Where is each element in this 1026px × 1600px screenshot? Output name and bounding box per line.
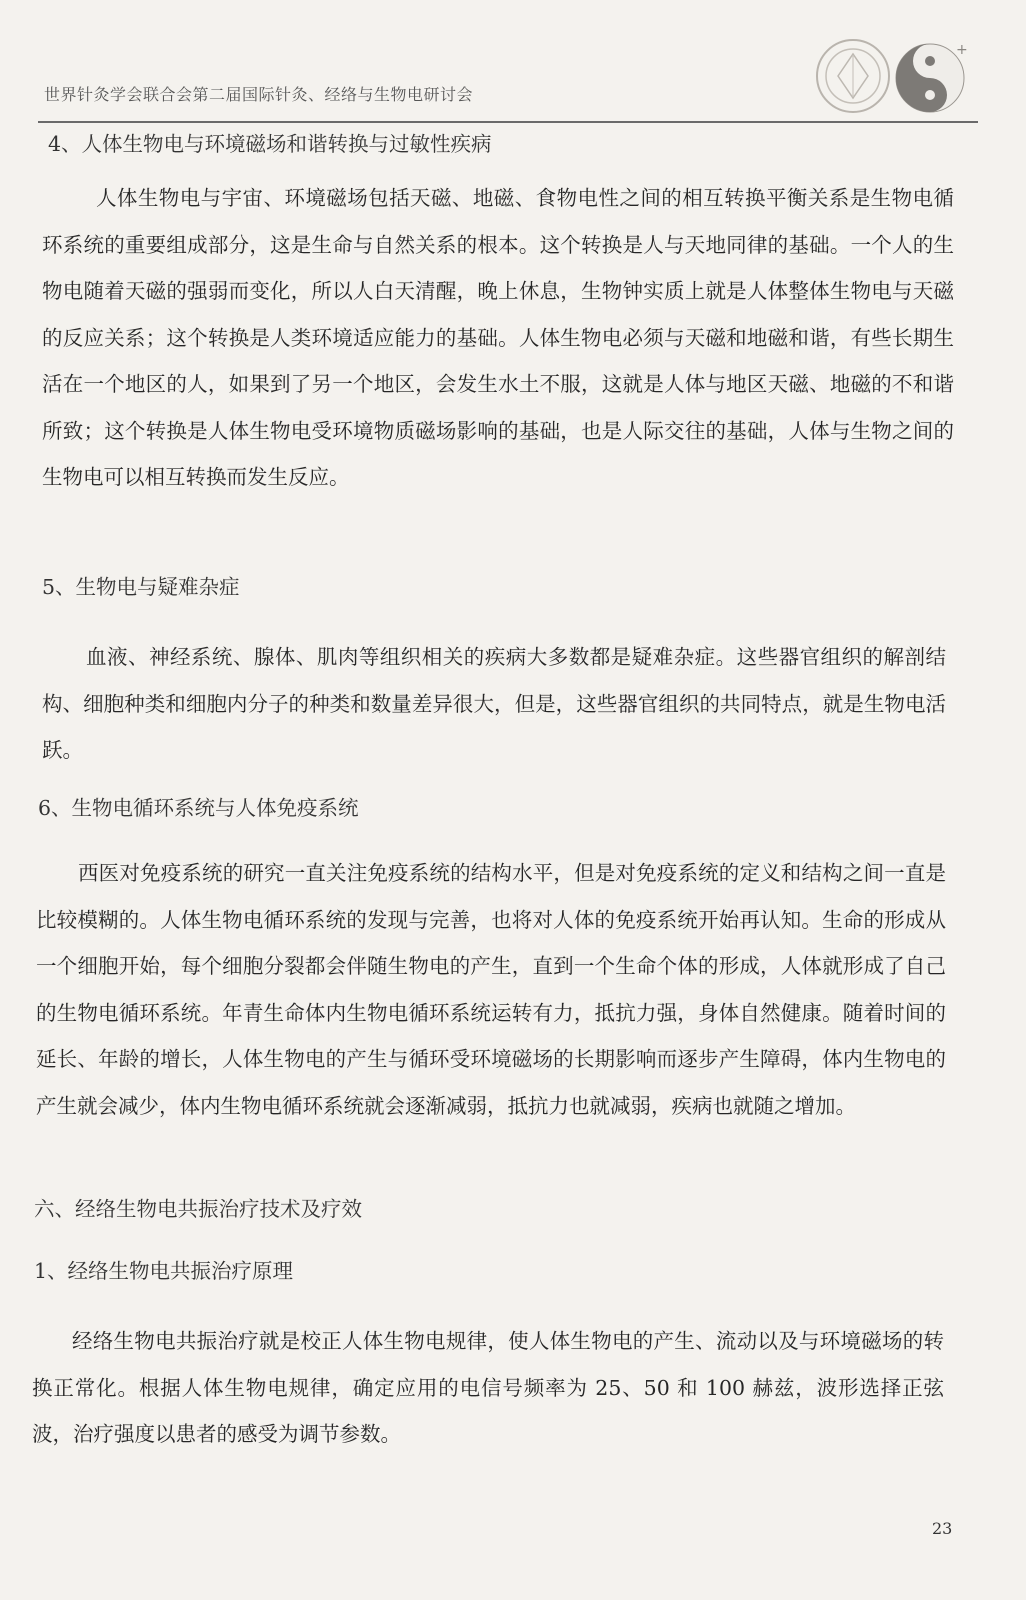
svg-text:+: + — [956, 42, 968, 58]
chapter-heading-6: 六、经络生物电共振治疗技术及疗效 — [34, 1197, 362, 1221]
page-number: 23 — [932, 1519, 953, 1538]
section-heading-5: 5、生物电与疑难杂症 — [42, 575, 240, 599]
section-paragraph-5: 血液、神经系统、腺体、肌肉等组织相关的疾病大多数都是疑难杂症。这些器官组织的解剖结构、细胞种类和细胞内分子的种类和数量差异很大，但是，这些器官组织的共同特点，就是生物电活跃。 — [42, 645, 946, 762]
running-header: 世界针灸学会联合会第二届国际针灸、经络与生物电研讨会 — [44, 85, 474, 104]
section-heading-6: 6、生物电循环系统与人体免疫系统 — [38, 796, 359, 820]
section-paragraph-4: 人体生物电与宇宙、环境磁场包括天磁、地磁、食物电性之间的相互转换平衡关系是生物电循环系统的重要组成部分，这是生命与自然关系的根本。这个转换是人与天地同律的基础。一个人的生物电随着天磁的强弱而变化，所以人白天清醒，晚上休息，生物钟实质上就是人体整体生物电与天磁的反应关系；这个转换是人类环境适应能力的基础。人体生物电必须与天磁和地磁和谐，有些长期生活在一个地区的人，如果到了另一个地区，会发生水土不服，这就是人体与地区天磁、地磁的不和谐所致；这个转换是人体生物电受环境物质磁场影响的基础，也是人际交往的基础，人体与生物之间的生物电可以相互转换而发生反应。 — [42, 186, 954, 489]
section-heading-4: 4、人体生物电与环境磁场和谐转换与过敏性疾病 — [48, 132, 492, 156]
section-paragraph-6: 西医对免疫系统的研究一直关注免疫系统的结构水平，但是对免疫系统的定义和结构之间一直是比较模糊的。人体生物电循环系统的发现与完善，也将对人体的免疫系统开始再认知。生命的形成从一个细胞开始，每个细胞分裂都会伴随生物电的产生，直到一个生命个体的形成，人体就形成了自己的生物电循环系统。年青生命体内生物电循环系统运转有力，抵抗力强，身体自然健康。随着时间的延长、年龄的增长，人体生物电的产生与循环受环境磁场的长期影响而逐步产生障碍，体内生物电的产生就会减少，体内生物电循环系统就会逐渐减弱，抵抗力也就减弱，疾病也就随之增加。 — [36, 861, 946, 1118]
subsection-paragraph-1: 经络生物电共振治疗就是校正人体生物电规律，使人体生物电的产生、流动以及与环境磁场的转换正常化。根据人体生物电规律，确定应用的电信号频率为 25、50 和 100 赫兹，波形选择正弦波，治疗强度以患者的感受为调节参数。 — [32, 1329, 944, 1446]
subsection-heading-1: 1、经络生物电共振治疗原理 — [34, 1259, 294, 1283]
header-divider — [38, 121, 978, 123]
conference-logo — [808, 34, 968, 120]
